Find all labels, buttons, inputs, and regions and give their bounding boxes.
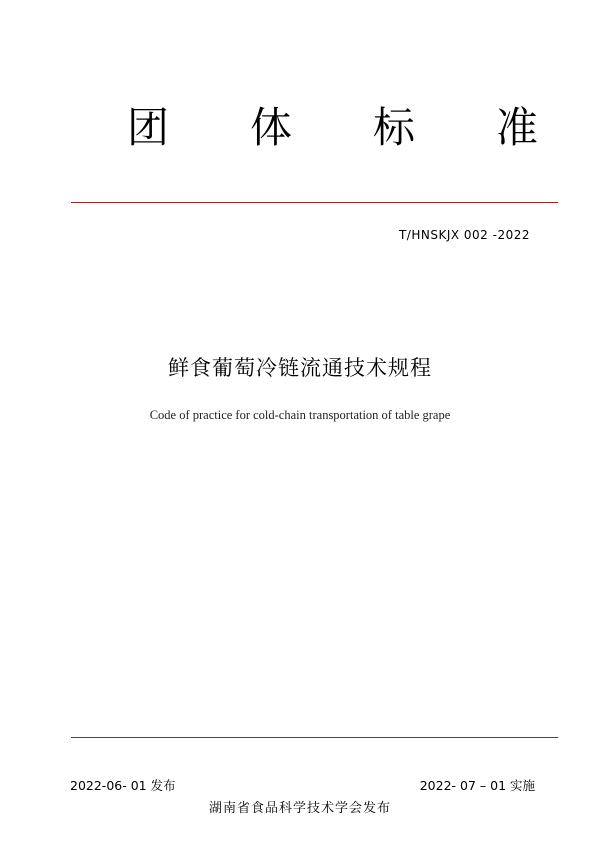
publish-date: 2022-06- 01 发布 <box>70 778 176 793</box>
standard-type-char-3: 标 <box>373 103 416 152</box>
standard-type-heading <box>0 100 600 160</box>
standard-code: T/HNSKJX 002 -2022 <box>398 228 530 242</box>
standard-type-char-4: 准 <box>496 103 539 152</box>
document-title-chinese: 鲜食葡萄冷链流通技术规程 <box>168 356 432 380</box>
publisher: 湖南省食品科学技术学会发布 <box>208 801 391 816</box>
standard-type-char-1: 团 <box>127 103 170 152</box>
top-divider <box>71 202 558 203</box>
bottom-divider <box>71 737 558 738</box>
standard-type-char-2: 体 <box>250 103 293 152</box>
document-title-english: Code of practice for cold-chain transportation of table grape <box>149 408 451 422</box>
implement-date: 2022- 07 – 01 实施 <box>419 778 535 793</box>
